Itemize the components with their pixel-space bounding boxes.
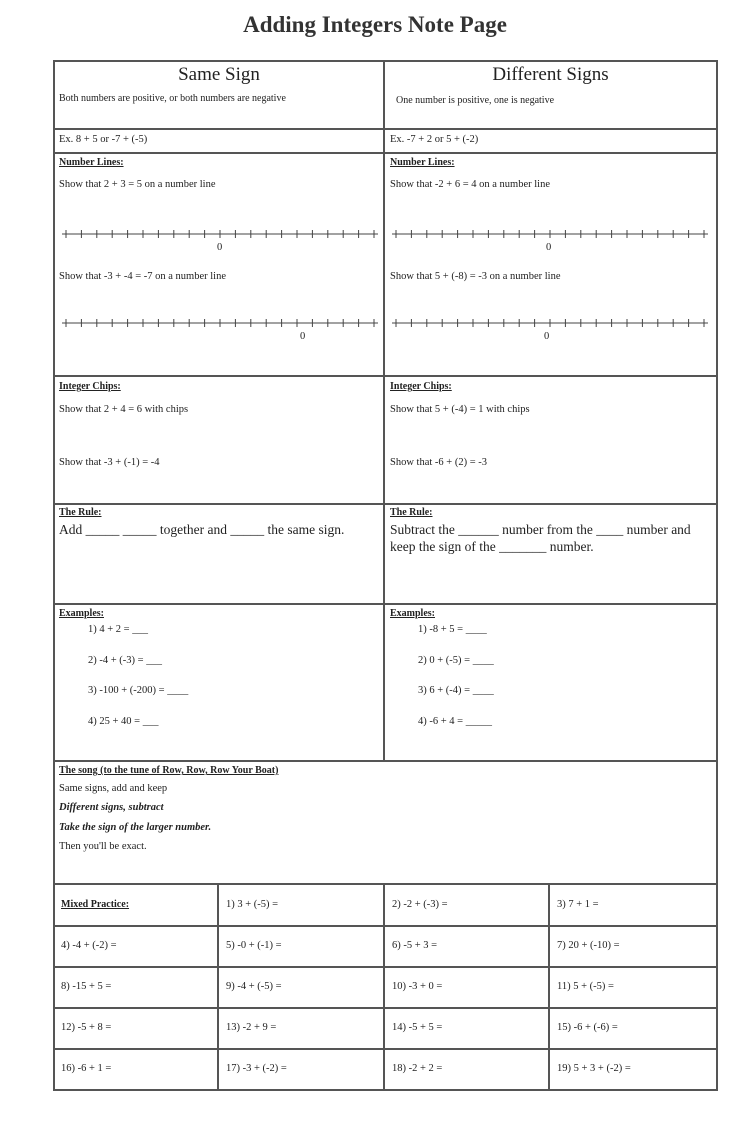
same-sign-description: Both numbers are positive, or both numbers are negative <box>59 93 286 104</box>
number-lines-label: Number Lines: <box>390 157 455 168</box>
number-line <box>392 228 708 240</box>
rule-label: The Rule: <box>390 507 433 518</box>
practice-problem: 11) 5 + (-5) = <box>557 981 614 992</box>
same-sign-example: Ex. 8 + 5 or -7 + (-5) <box>59 134 148 145</box>
song-line: Same signs, add and keep <box>59 783 168 794</box>
practice-problem: 19) 5 + 3 + (-2) = <box>557 1063 631 1074</box>
practice-problem: 3) 7 + 1 = <box>557 899 599 910</box>
integer-chips-label: Integer Chips: <box>59 381 121 392</box>
different-signs-example: Ex. -7 + 2 or 5 + (-2) <box>390 134 479 145</box>
number-line <box>392 317 708 329</box>
song-line: Take the sign of the larger number. <box>59 822 212 833</box>
example-item: 3) -100 + (-200) = ____ <box>88 685 189 696</box>
number-lines-label: Number Lines: <box>59 157 124 168</box>
example-item: 4) 25 + 40 = ___ <box>88 716 159 727</box>
example-item: 2) -4 + (-3) = ___ <box>88 655 162 666</box>
number-line-prompt: Show that -2 + 6 = 4 on a number line <box>390 179 550 190</box>
example-item: 2) 0 + (-5) = ____ <box>418 655 494 666</box>
different-signs-heading: Different Signs <box>492 64 609 85</box>
practice-problem: 14) -5 + 5 = <box>392 1022 443 1033</box>
song-line: Then you'll be exact. <box>59 841 147 852</box>
practice-problem: 17) -3 + (-2) = <box>226 1063 287 1074</box>
number-line <box>62 317 378 329</box>
practice-problem: 18) -2 + 2 = <box>392 1063 443 1074</box>
practice-problem: 13) -2 + 9 = <box>226 1022 277 1033</box>
zero-label: 0 <box>544 331 550 342</box>
practice-problem: 16) -6 + 1 = <box>61 1063 112 1074</box>
mixed-practice-label: Mixed Practice: <box>61 899 130 910</box>
number-line-prompt: Show that -3 + -4 = -7 on a number line <box>59 271 226 282</box>
number-line-prompt: Show that 2 + 3 = 5 on a number line <box>59 179 216 190</box>
zero-label: 0 <box>546 242 552 253</box>
example-item: 4) -6 + 4 = _____ <box>418 716 492 727</box>
number-line-prompt: Show that 5 + (-8) = -3 on a number line <box>390 271 561 282</box>
practice-problem: 12) -5 + 8 = <box>61 1022 112 1033</box>
practice-problem: 8) -15 + 5 = <box>61 981 112 992</box>
example-item: 1) -8 + 5 = ____ <box>418 624 487 635</box>
practice-problem: 5) -0 + (-1) = <box>226 940 282 951</box>
practice-problem: 7) 20 + (-10) = <box>557 940 620 951</box>
practice-problem: 9) -4 + (-5) = <box>226 981 282 992</box>
chips-prompt: Show that 2 + 4 = 6 with chips <box>59 404 189 415</box>
song-line: Different signs, subtract <box>59 802 164 813</box>
chips-prompt: Show that 5 + (-4) = 1 with chips <box>390 404 530 415</box>
examples-label: Examples: <box>59 608 104 619</box>
integer-chips-label: Integer Chips: <box>390 381 452 392</box>
chips-prompt: Show that -6 + (2) = -3 <box>390 457 487 468</box>
practice-problem: 10) -3 + 0 = <box>392 981 443 992</box>
page-title: Adding Integers Note Page <box>243 12 507 37</box>
practice-problem: 4) -4 + (-2) = <box>61 940 117 951</box>
examples-label: Examples: <box>390 608 435 619</box>
rule-text: Subtract the ______ number from the ____ number and keep the sign of the _______ number. <box>390 522 691 554</box>
practice-problem: 6) -5 + 3 = <box>392 940 438 951</box>
same-sign-heading: Same Sign <box>178 64 260 85</box>
song-label: The song (to the tune of Row, Row, Row Your Boat) <box>59 765 279 776</box>
zero-label: 0 <box>300 331 306 342</box>
practice-problem: 1) 3 + (-5) = <box>226 899 279 910</box>
zero-label: 0 <box>217 242 223 253</box>
practice-problem: 15) -6 + (-6) = <box>557 1022 618 1033</box>
practice-problem: 2) -2 + (-3) = <box>392 899 448 910</box>
example-item: 1) 4 + 2 = ___ <box>88 624 148 635</box>
rule-label: The Rule: <box>59 507 102 518</box>
different-signs-description: One number is positive, one is negative <box>396 95 555 106</box>
number-line <box>62 228 378 240</box>
rule-text: Add _____ _____ together and _____ the same sign. <box>59 522 345 537</box>
chips-prompt: Show that -3 + (-1) = -4 <box>59 457 160 468</box>
example-item: 3) 6 + (-4) = ____ <box>418 685 494 696</box>
